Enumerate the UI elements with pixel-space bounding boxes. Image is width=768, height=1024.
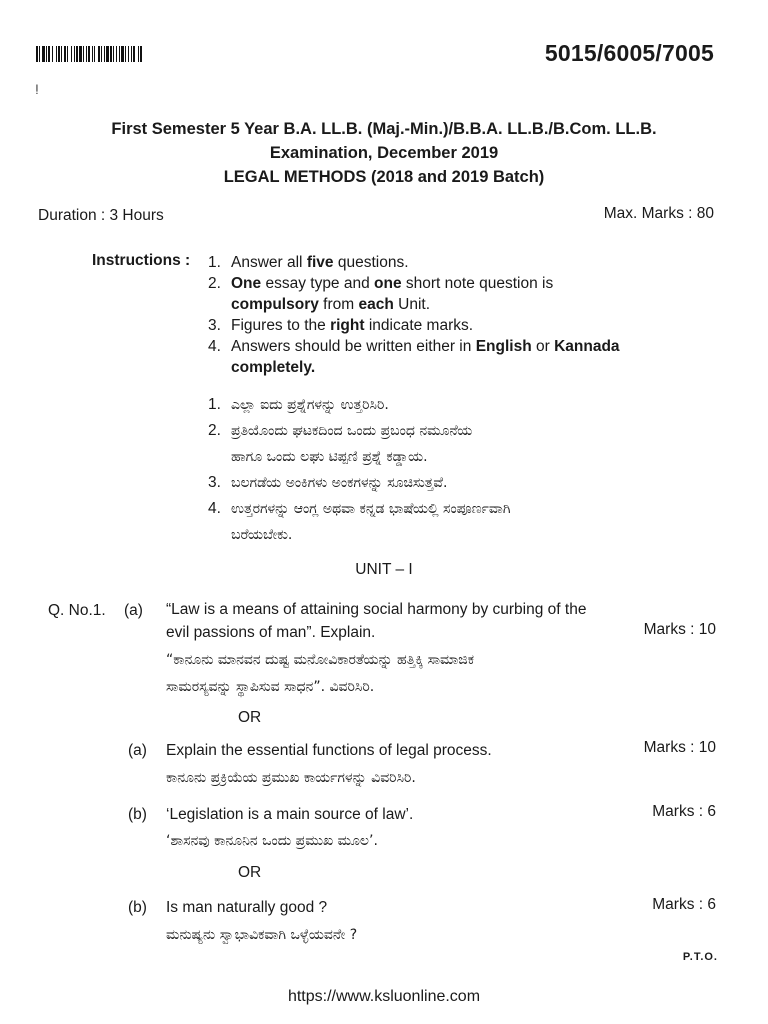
instruction-text-kannada: ಉತ್ತರಗಳನ್ನು ಆಂಗ್ಲ ಅಥವಾ ಕನ್ನಡ ಭಾಷೆಯಲ್ಲಿ ಸಂಪೂರ್ಣವಾಗಿ [231, 501, 511, 517]
barcode [36, 46, 254, 62]
max-marks: Max. Marks : 80 [603, 205, 714, 222]
instruction-item-kannada [208, 470, 708, 496]
instruction-text: each [358, 296, 394, 313]
question-text: evil passions of man”. Explain. [166, 624, 376, 641]
instruction-text: or [531, 338, 555, 355]
instruction-text: from [318, 296, 359, 313]
question-part-label: (b) [128, 806, 147, 823]
instruction-text: Figures to the [231, 317, 331, 334]
question-part-label: (b) [128, 899, 147, 916]
instructions-label: Instructions : [92, 252, 191, 269]
instruction-number: 3. [208, 474, 221, 491]
instruction-item-kannada [208, 392, 708, 418]
instruction-number: 4. [208, 500, 221, 517]
instruction-item-kannada [208, 418, 708, 444]
instruction-text-kannada: ಎಲ್ಲಾ ಐದು ಪ್ರಶ್ನೆಗಳನ್ನು ಉತ್ತರಿಸಿರಿ. [231, 397, 389, 413]
question-part-label: (a) [128, 742, 147, 759]
question-text-kannada: “ಕಾನೂನು ಮಾನವನ ದುಷ್ಟ ಮನೋವಿಕಾರತೆಯನ್ನು ಹತ್ತಿಕ್ಕಿ ಸಾಮಾಜಿಕ [166, 652, 475, 668]
instruction-item [208, 336, 708, 357]
question-part-label: (a) [124, 602, 143, 619]
instruction-number: 1. [208, 396, 221, 413]
instruction-text: right [330, 317, 365, 334]
instruction-continuation [208, 357, 708, 378]
question-text: “Law is a means of attaining social harmony by curbing of the [166, 601, 587, 618]
question-text-kannada: ಕಾನೂನು ಪ್ರಕ್ರಿಯೆಯ ಪ್ರಮುಖ ಕಾರ್ಯಗಳನ್ನು ವಿವರಿಸಿರಿ. [166, 770, 416, 786]
instruction-text: Answers should be written either in [231, 338, 476, 355]
exam-title-line2: Examination, December 2019 [269, 144, 499, 162]
instruction-text: Kannada [554, 338, 620, 355]
instruction-text: five [306, 254, 334, 271]
exam-title-line1: First Semester 5 Year B.A. LL.B. (Maj.-Min.)/B.B.A. LL.B./B.Com. LL.B. [111, 120, 657, 138]
marks-label: Marks : 10 [643, 739, 716, 756]
instruction-text: questions. [333, 254, 409, 271]
instruction-continuation-kannada: ಹಾಗೂ ಒಂದು ಲಘು ಟಿಪ್ಪಣಿ ಪ್ರಶ್ನೆ ಕಡ್ಡಾಯ. [231, 449, 428, 465]
question-text-kannada: ‘ಶಾಸನವು ಕಾನೂನಿನ ಒಂದು ಪ್ರಮುಖ ಮೂಲ’. [166, 833, 378, 849]
instruction-text-kannada: ಪ್ರತಿಯೊಂದು ಘಟಕದಿಂದ ಒಂದು ಪ್ರಬಂಧ ನಮೂನೆಯ [231, 423, 473, 439]
unit-heading: UNIT – I [355, 561, 413, 578]
question-text: Is man naturally good ? [166, 899, 328, 916]
instruction-text: completely. [231, 359, 316, 376]
instruction-item [208, 273, 708, 294]
instruction-text-kannada: ಬಲಗಡೆಯ ಅಂಕಿಗಳು ಅಂಕಗಳನ್ನು ಸೂಚಿಸುತ್ತವೆ. [231, 475, 448, 491]
or-separator: OR [238, 864, 262, 881]
instruction-continuation-kannada: ಬರೆಯಬೇಕು. [231, 527, 293, 543]
barcode-bar [142, 46, 143, 62]
question-text: Explain the essential functions of legal process. [166, 742, 492, 759]
exam-subject-title: LEGAL METHODS (2018 and 2019 Batch) [223, 168, 545, 186]
instruction-text: indicate marks. [364, 317, 474, 334]
instruction-continuation [208, 294, 708, 315]
instruction-text: One [231, 275, 262, 292]
instruction-number: 2. [208, 422, 221, 439]
instructions-english [208, 252, 708, 378]
marks-label: Marks : 10 [643, 621, 716, 638]
footer-url[interactable]: https://www.ksluonline.com [287, 988, 481, 1005]
instruction-item-kannada [208, 496, 708, 522]
instruction-number: 1. [208, 254, 221, 271]
instruction-text: Unit. [393, 296, 431, 313]
instruction-item [208, 252, 708, 273]
paper-code: 5015/6005/7005 [544, 40, 714, 66]
instruction-number: 2. [208, 275, 221, 292]
question-text-kannada: ಮನುಷ್ಯನು ಸ್ವಾಭಾವಿಕವಾಗಿ ಒಳ್ಳೆಯವನೇ ? [166, 927, 358, 943]
duration: Duration : 3 Hours [38, 207, 164, 224]
instruction-text: one [374, 275, 402, 292]
question-text-kannada: ಸಾಮರಸ್ಯವನ್ನು ಸ್ಥಾಪಿಸುವ ಸಾಧನ”. ವಿವರಿಸಿರಿ. [166, 679, 375, 695]
question-text: ‘Legislation is a main source of law’. [166, 806, 414, 823]
instruction-number: 4. [208, 338, 221, 355]
instruction-text: English [475, 338, 532, 355]
instruction-number: 3. [208, 317, 221, 334]
marks-label: Marks : 6 [652, 896, 716, 913]
instruction-text: short note question is [401, 275, 554, 292]
instruction-text: Answer all [231, 254, 307, 271]
instruction-item [208, 315, 708, 336]
instruction-text: essay type and [261, 275, 375, 292]
instructions-kannada [208, 392, 708, 548]
question-number: Q. No.1. [48, 602, 106, 619]
pto-marker: P.T.O. [682, 951, 718, 963]
marks-label: Marks : 6 [652, 803, 716, 820]
instruction-text: compulsory [231, 296, 319, 313]
scan-mark: ⵑ [35, 82, 39, 97]
or-separator: OR [238, 709, 262, 726]
